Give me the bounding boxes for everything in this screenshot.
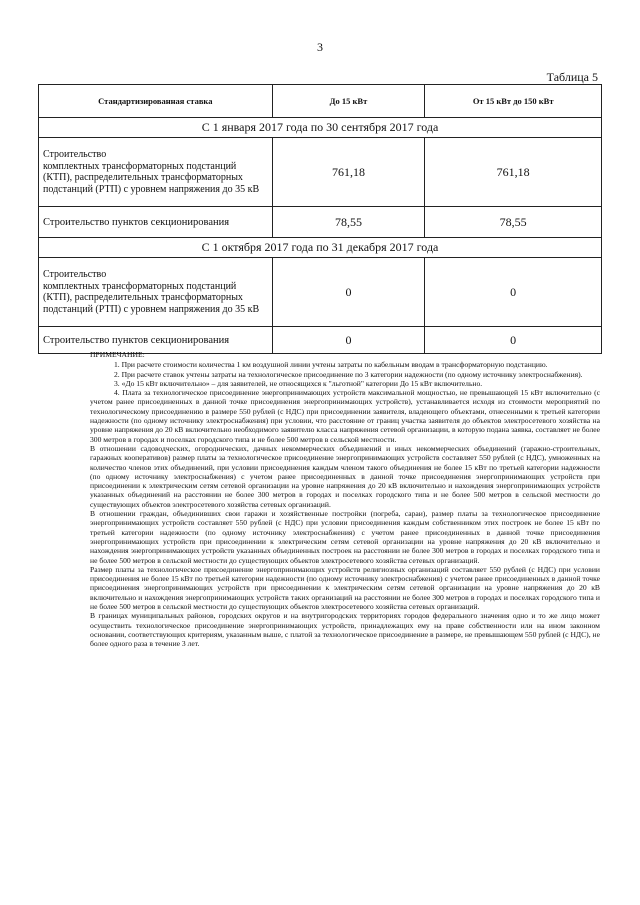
note-paragraph: 3. «До 15 кВт включительно» – для заявителей, не относящихся к "льготной" категории До 15 кВт включительно. bbox=[114, 378, 483, 388]
row-value: 0 bbox=[425, 327, 602, 354]
note-paragraph: В отношении садоводческих, огороднических, дачных некоммерческих объединений и иных некоммерческих объединений (гаражно-строительных, гаражных кооперативов) размер платы за технологическое присоединение энергопринимающих устройств составляет 550 рублей (с НДС), умноженных на количество членов этих объединений, при условии присоединения каждым членом такого объединения не более 15 кВт по третьей категории надежности (по одному источнику электроснабжения) с учетом ранее присоединенных в данной точке присоединения энергопринимающих устройств при присоединении к электрическим сетям сетевой организации на уровне напряжения до 20 кВ включительно и нахождения энергопринимающих устройств указанных объединений на расстоянии не более 300 метров в городах и поселках городского типа и не более 500 метров в сельской местности до существующих объектов электросетевого хозяйства сетевых организаций. bbox=[90, 443, 600, 509]
period-row bbox=[39, 238, 602, 258]
row-value: 0 bbox=[425, 258, 602, 327]
row-name: Строительство комплектных трансформаторных подстанций (КТП), распределительных трансформаторных подстанций (РТП) с уровнем напряжения до 35 кВ bbox=[39, 258, 273, 327]
note-paragraph: Размер платы за технологическое присоединение энергопринимающих устройств религиозных организаций составляет 550 рублей (с НДС) при условии присоединения не более 15 кВт по третьей категории надежности (по одному источнику электроснабжения) с учетом ранее присоединенных в данной точке присоединения энергопринимающих устройств при присоединении к электрическим сетям сетевой организации на уровне напряжения до 20 кВ включительно и нахождения энергопринимающих устройств таких организаций на расстоянии не более 300 метров в городах и поселках городского типа и не более 500 метров в сельской местности до существующих объектов электросетевого хозяйства сетевых организаций. bbox=[90, 564, 600, 612]
header-cell: До 15 кВт bbox=[272, 85, 425, 118]
rates-table bbox=[38, 84, 602, 354]
note-paragraph: 1. При расчете стоимости количества 1 км воздушной линии учтены затраты по кабельным вводам в трансформаторную подстанцию. bbox=[114, 360, 548, 370]
row-value: 78,55 bbox=[272, 207, 425, 238]
header-cell: От 15 кВт до 150 кВт bbox=[425, 85, 602, 118]
table-row bbox=[39, 138, 602, 207]
table-caption: Таблица 5 bbox=[546, 70, 598, 84]
notes-section bbox=[90, 350, 600, 649]
table-row bbox=[39, 258, 602, 327]
row-value: 0 bbox=[272, 327, 425, 354]
period-label: С 1 октября 2017 года по 31 декабря 2017 года bbox=[39, 238, 602, 258]
row-name: Строительство пунктов секционирования bbox=[39, 327, 273, 354]
period-label: С 1 января 2017 года по 30 сентября 2017 года bbox=[39, 118, 602, 138]
row-value: 761,18 bbox=[425, 138, 602, 207]
period-row bbox=[39, 118, 602, 138]
table-header-row bbox=[39, 85, 602, 118]
row-name: Строительство комплектных трансформаторных подстанций (КТП), распределительных трансформаторных подстанций (РТП) с уровнем напряжения до 35 кВ bbox=[39, 138, 273, 207]
row-name: Строительство пунктов секционирования bbox=[39, 207, 273, 238]
note-paragraph: 2. При расчете ставок учтены затраты на технологическое присоединение по 3 категории надежности (по одному источнику электроснабжения). bbox=[114, 369, 583, 379]
notes-title: ПРИМЕЧАНИЕ: bbox=[90, 350, 145, 359]
row-value: 78,55 bbox=[425, 207, 602, 238]
row-value: 761,18 bbox=[272, 138, 425, 207]
row-value: 0 bbox=[272, 258, 425, 327]
table-row bbox=[39, 207, 602, 238]
note-paragraph: 4. Плата за технологическое присоединение энергопринимающих устройств максимальной мощностью, не превышающей 15 кВт включительно (с учетом ранее присоединенных в данной точке присоединения энергопринимающих устройств), устанавливается исходя из стоимости мероприятий по технологическому присоединению в размере 550 рублей (с НДС) при присоединении заявителя, владеющего объектами, отнесенными к третьей категории надежности (по одному источнику электроснабжения) при условии, что расстояние от границ участка заявителя до объектов электросетевого хозяйства на уровне напряжения до 20 кВ включительно необходимого заявителю класса напряжения сетевой организации, в которую подана заявка, составляет не более 300 метров в городах и поселках городского типа и не более 500 метров в сельской местности. bbox=[90, 388, 600, 444]
note-paragraph: В границах муниципальных районов, городских округов и на внутригородских территориях городов федерального значения одно и то же лицо может осуществить технологическое присоединение энергопринимающих устройств, принадлежащих ему на праве собственности или на ином законном основании, соответствующих критериям, указанным выше, с платой за технологическое присоединение в размере, не превышающем 550 рублей (с НДС), не более одного раза в течение 3 лет. bbox=[90, 611, 600, 649]
header-cell: Стандартизированная ставка bbox=[39, 85, 273, 118]
page-number: 3 bbox=[317, 40, 323, 54]
note-paragraph: В отношении граждан, объединивших свои гаражи и хозяйственные постройки (погреба, сараи), размер платы за технологическое присоединение энергопринимающих устройств составляет 550 рублей (с НДС) при условии присоединения каждым собственником этих построек не более 15 кВт по третьей категории надежности (по одному источнику электроснабжения) с учетом ранее присоединенных в данной точке присоединения энергопринимающих устройств при присоединении к электрическим сетям сетевой организации на уровне напряжения до 20 кВ включительно и нахождения энергопринимающих устройств указанных объединенных построек на расстоянии не более 300 метров в городах и поселках городского типа и не более 500 метров в сельской местности до существующих объектов электросетевого хозяйства сетевых организаций. bbox=[90, 509, 600, 565]
